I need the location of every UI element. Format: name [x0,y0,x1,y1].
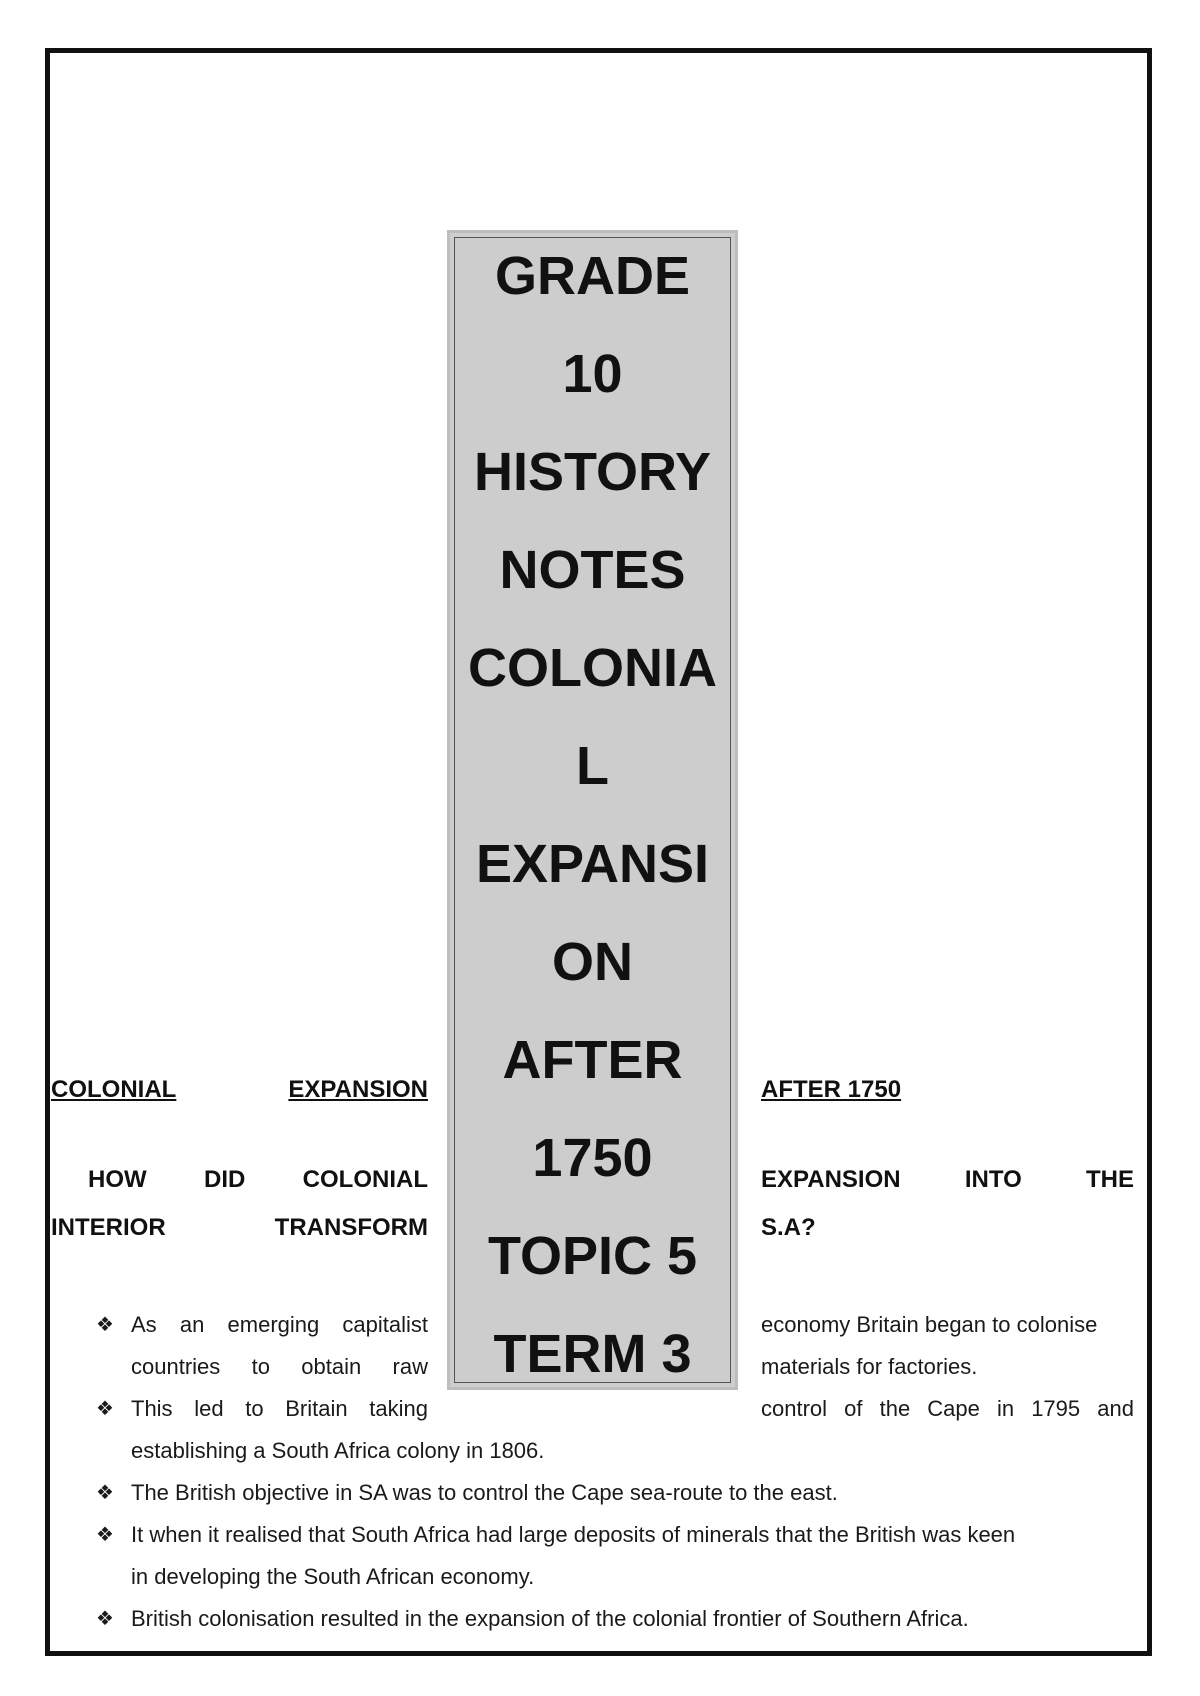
word: taking [369,1396,428,1421]
word: 1795 [1031,1396,1081,1421]
question-word: TRANSFORM [274,1214,428,1241]
word: in [996,1396,1015,1421]
title-line: EXPANSI [475,834,710,894]
title-line: L [576,736,609,796]
bullet-icon: ❖ [96,1398,114,1420]
main-heading-right: AFTER 1750 [761,1076,902,1103]
title-line: GRADE [494,246,690,306]
question-word: INTO [964,1166,1022,1193]
question-word: DID [203,1166,246,1193]
word: raw [392,1354,428,1379]
question-right [761,1165,1134,1243]
question-word: COLONIAL [302,1166,428,1193]
heading-word: EXPANSION [288,1076,428,1103]
word: As [131,1312,157,1337]
word: led [194,1396,224,1421]
title-line: TERM 3 [493,1324,692,1384]
title-line: ON [552,932,633,992]
bullet-icon: ❖ [96,1482,114,1504]
question-word: HOW [88,1166,147,1193]
word: the [879,1396,911,1421]
bullet1-left [131,1310,428,1382]
word: obtain [301,1354,362,1379]
bullet-icon: ❖ [96,1314,114,1336]
title-line: TOPIC 5 [487,1226,698,1286]
bullet-icon: ❖ [96,1608,114,1630]
main-heading-left [51,1075,428,1105]
bullet1-right-line1: economy Britain began to colonise [761,1312,1098,1337]
title-line: AFTER [502,1030,683,1090]
heading-word: COLONIAL [51,1076,177,1103]
bullet2-line2: establishing a South Africa colony in 1806. [131,1438,545,1463]
title-box [447,230,738,1390]
title-box-inner-border [454,237,731,1383]
word: Cape [927,1396,980,1421]
word: an [179,1312,205,1337]
question-word: THE [1086,1166,1134,1193]
bullet1-right-line2: materials for factories. [761,1354,978,1379]
title-line: COLONIA [468,638,717,698]
word: This [131,1396,173,1421]
bullet4-line2: in developing the South African economy. [131,1564,535,1589]
bullet-icon: ❖ [96,1524,114,1546]
word: and [1097,1396,1134,1421]
bullet4-line1: It when it realised that South Africa had large deposits of minerals that the British was keen [131,1522,1016,1547]
question-word: EXPANSION [761,1166,901,1193]
bullet2-left [131,1394,428,1424]
word: emerging [227,1312,320,1337]
bullet5-text: British colonisation resulted in the expansion of the colonial frontier of Southern Africa. [131,1606,969,1631]
title-line: 1750 [532,1128,653,1188]
title-line: HISTORY [473,442,712,502]
bullet3-text: The British objective in SA was to control the Cape sea-route to the east. [131,1480,838,1505]
title-line: NOTES [499,540,686,600]
word: control [761,1396,828,1421]
word: to [245,1396,264,1421]
bullet2-right [761,1394,1134,1424]
word: countries [131,1354,221,1379]
word: to [251,1354,270,1379]
question-left [51,1165,428,1243]
question-word: INTERIOR [51,1214,166,1241]
word: of [844,1396,863,1421]
title-line: 10 [562,344,623,404]
question-word: S.A? [761,1214,816,1241]
word: capitalist [342,1312,428,1337]
word: Britain [285,1396,348,1421]
